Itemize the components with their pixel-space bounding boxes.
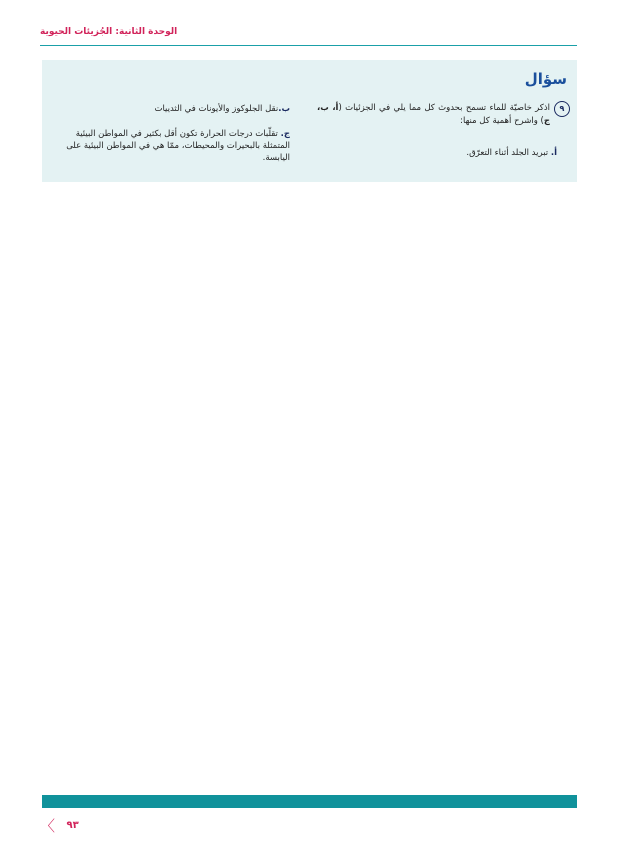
question-number-badge: ٩: [554, 101, 570, 117]
item-a-text: تبريد الجلد أثناء التعرّق.: [466, 148, 549, 158]
page-number: ٩٣: [66, 820, 79, 831]
prompt-part2: ) واشرح أهمية كل منها:: [460, 116, 544, 126]
item-a-marker: أ.: [550, 148, 557, 158]
item-b-text: نقل الجلوكوز والأيونات في الثدييات: [154, 104, 279, 114]
unit-title: الوحدة الثانية: الجُزيئات الحيوية: [40, 27, 178, 37]
question-heading: سؤال: [524, 70, 567, 88]
prompt-letters: أ، ب، ج: [317, 103, 550, 126]
answer-item-c: [50, 128, 290, 164]
footer-bar: [42, 795, 577, 808]
prompt-part1: اذكر خاصيّة للماء تسمح بحدوث كل مما يلي في الجزئيات (: [338, 103, 551, 113]
item-c-text: تقلّبات درجات الحرارة تكون أقل بكثير في المواطن البيئية المتمثلة بالبحيرات والمحيطات، ممّا هي في المواطن البيئية على اليابسة.: [66, 129, 290, 163]
item-b-marker: ب.: [278, 104, 290, 114]
header-divider: [40, 45, 577, 46]
page-navigation[interactable]: [40, 815, 79, 836]
chevron-left-icon[interactable]: 〈: [40, 817, 56, 835]
question-box: [42, 60, 577, 182]
answer-item-a: [317, 147, 557, 159]
question-prompt: [317, 102, 550, 128]
answer-item-b: [50, 103, 290, 115]
item-c-marker: ج.: [280, 129, 290, 139]
